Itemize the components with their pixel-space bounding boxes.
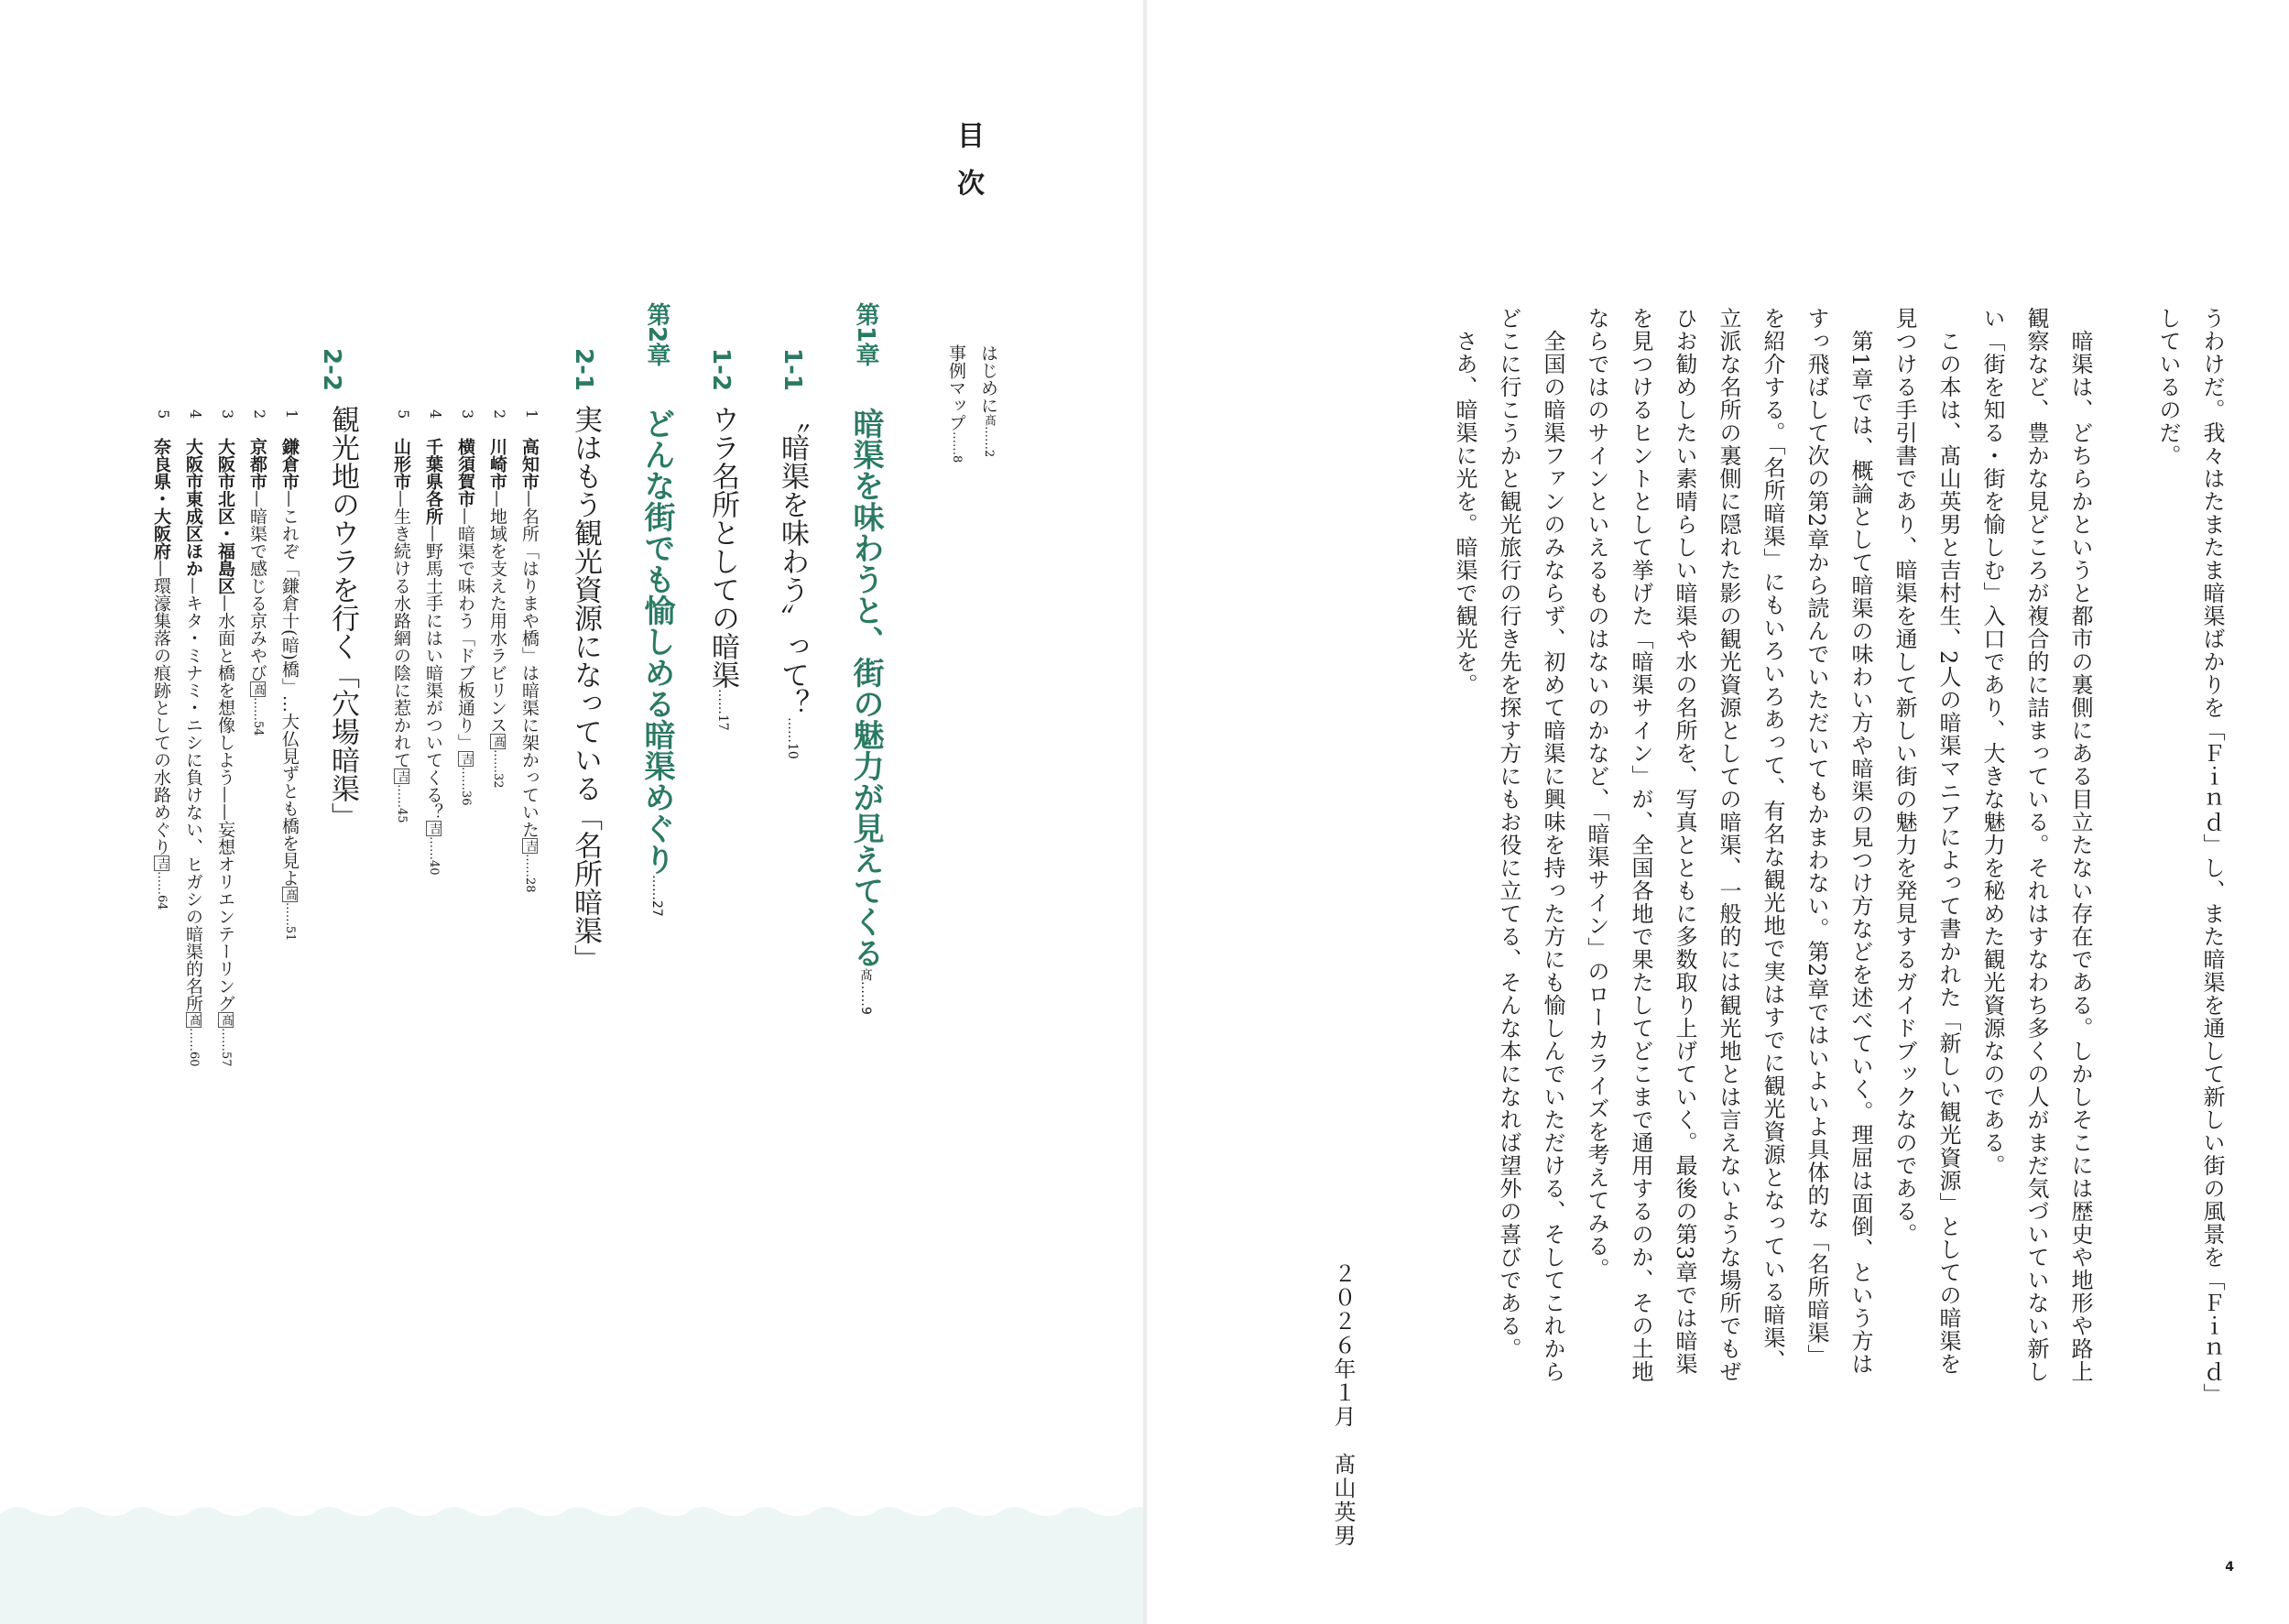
chapter-1-title[interactable] [847,408,884,1015]
entry-city: 千葉県各所 [423,438,443,525]
section-2-2-label: 2-2 [318,348,345,391]
entry-page: 64 [155,895,169,910]
section-title-text: ウラ名所としての暗渠 [706,405,739,689]
entry-number: 2 [251,409,268,420]
entry-page: 40 [427,860,441,876]
preface-line: 見つける手引書であり、暗渠を通して新しい街の魅力を発見するガイドブックなのである。 [1891,307,1917,1246]
entry-desc: —生き続ける水路網の陰に惹かれて [391,490,411,768]
toc-entry-kochi[interactable] [518,438,540,893]
entry-dots: …… [155,871,169,895]
toc-entry-osaka-higashinari[interactable] [182,438,204,1067]
entry-dots: …… [950,431,964,455]
water-wave-decoration [0,1491,1144,1624]
entry-author: 吉 [395,770,409,782]
entry-author: 髙 [283,888,297,900]
section-page: 10 [785,743,800,759]
entry-label: 事例マップ [946,344,966,431]
preface-line: どこに行こうかと観光旅行の行き先を探す方にもお役に立てる、そんな本になれば望外の喜びである。 [1496,307,1521,1360]
entry-page: 60 [187,1052,201,1067]
entry-number: 3 [459,409,476,420]
entry-author: 吉 [523,840,537,852]
chapter-1-label: 第1章 [852,302,879,367]
chapter-page: 9 [858,1007,873,1015]
entry-dots: …… [427,836,441,860]
entry-author: 髙 [251,683,265,695]
entry-page: 51 [283,925,297,942]
page-number: 4 [2225,1560,2234,1575]
chapter-page: 27 [649,900,664,917]
entry-dots: …… [251,697,265,721]
entry-desc: —キタ・ミナミ・ニシに負けない、ヒガシの暗渠的名所 [183,577,203,1012]
entry-page: 32 [491,773,505,789]
toc-entry-kawasaki[interactable] [486,438,508,789]
entry-dots: …… [982,426,996,450]
entry-dots: …… [187,1028,201,1052]
entry-author: 髙 [187,1014,201,1026]
entry-dots: …… [523,854,537,877]
entry-number: 4 [427,409,444,420]
chapter-dots: …… [858,981,873,1007]
entry-page: 8 [950,455,964,463]
entry-desc: —暗渠で感じる京みやび [247,490,267,681]
toc-entry-nara-osaka[interactable] [150,438,172,910]
preface-line: さあ、暗渠に光を。暗渠で観光を。 [1452,307,1477,696]
entry-author: 髙 [982,414,996,426]
chapter-2-label: 第2章 [643,302,670,367]
section-2-1-label: 2-1 [570,348,597,391]
preface-line: い「街を知る・街を愉しむ」入口であり、大きな魅力を秘めた観光資源なのである。 [1979,307,2005,1177]
entry-city: 大阪市東成区ほか [183,438,203,577]
preface-line: ならではのサインといえるものはないのかなど、「暗渠サイン」のローカライズを考えてみる。 [1584,307,1609,1281]
section-2-1-title[interactable]: 実はもう観光資源になっている「名所暗渠」 [569,405,602,973]
preface-line: 観察など、豊かな見どころが複合的に詰まっている。それはすなわち多くの人がまだ気づいていない新し [2023,307,2049,1383]
toc-entry-osaka-kita[interactable] [214,438,236,1067]
entry-page: 36 [459,790,473,806]
entry-city: 山形市 [391,438,411,490]
entry-desc: —環濠集落の痕跡としての水路めぐり [151,560,171,856]
preface-signature: ２０２６年１月 髙山英男 [1330,1262,1356,1548]
entry-page: 45 [395,808,409,823]
entry-label: はじめに [978,344,998,414]
entry-number: 4 [187,409,204,420]
preface-line [2102,307,2146,1406]
entry-page: 2 [982,450,996,458]
entry-number: 3 [219,409,236,420]
entry-number: 1 [523,409,540,420]
section-1-1-title[interactable] [775,405,810,759]
preface-line: を紹介する。「名所暗渠」にもいろいろあって、有名な観光地で実はすでに観光資源となっている暗渠、 [1760,307,1785,1372]
section-page: 17 [715,714,730,731]
preface-line: うわけだ。我々はたまたま暗渠ばかりを「Ｆｉｎｄ」し、また暗渠を通して新しい街の風景を「Ｆｉｎｄ」 [2199,307,2225,1406]
preface-line: この本は、髙山英男と吉村生、2人の暗渠マニアによって書かれた「新しい観光資源」としての暗渠を [1935,307,1961,1376]
entry-city: 京都市 [247,438,267,490]
section-2-2-title[interactable]: 観光地のウラを行く「穴場暗渠」 [326,405,359,831]
preface-line: 暗渠は、どちらかというと都市の裏側にある目立たない存在である。しかしそこには歴史や地形や路上 [2067,307,2093,1383]
entry-desc: —地域を支えた用水ラビリンス [487,490,507,734]
entry-dots: …… [459,767,473,790]
entry-author: 髙 [491,736,505,747]
entry-city: 川崎市 [487,438,507,490]
toc-page [0,0,1144,1624]
chapter-title-text: 暗渠を味わうと、街の魅力が見えてくる [847,408,884,968]
section-title-text: 〝暗渠を味わう〟って？ [776,405,809,717]
entry-city: 高知市 [519,438,540,490]
entry-author: 髙 [219,1014,233,1026]
entry-city: 横須賀市 [455,438,475,507]
toc-entry-chiba[interactable] [422,438,444,876]
preface-line: を見つけるヒントとして挙げた「暗渠サイン」が、全国各地で果たしてどこまで通用するのか、その土地 [1628,307,1653,1383]
entry-desc: —暗渠で味わう「ドブ板通り」 [455,507,475,751]
section-dots: …… [785,717,800,743]
entry-page: 54 [251,721,265,736]
chapter-dots: …… [649,875,664,900]
entry-city: 大阪市北区・福島区 [215,438,235,594]
section-dots: …… [715,689,730,714]
preface-line: 立派な名所の裏側に隠れた影の観光資源としての暗渠、一般的には観光地とは言えないような場所でもぜ [1716,307,1741,1383]
preface-line: 第1章では、概論として暗渠の味わい方や暗渠の見つけ方などを述べていく。理屈は面倒、という方は [1848,307,1873,1376]
toc-title: 目次 [952,121,984,216]
entry-dots: …… [491,749,505,773]
entry-number: 5 [395,409,412,420]
entry-city: 鎌倉市 [279,438,300,490]
entry-desc: —これぞ「鎌倉十(暗)橋」…大仏見ずとも橋を見よ [279,490,300,887]
toc-entry-kamakura[interactable] [278,438,300,941]
entry-number: 2 [491,409,508,420]
entry-desc: —水面と橋を想像しよう——妄想オリエンテーリング [215,594,235,1012]
entry-dots: …… [395,784,409,808]
entry-desc: —名所「はりまや橋」は暗渠に架かっていた [519,490,540,838]
entry-number: 1 [283,409,300,420]
chapter-author: 髙 [858,968,873,981]
entry-desc: —野馬土手にはい暗渠がついてくる？ [423,525,443,821]
preface-line: ひお勧めしたい素晴らしい暗渠や水の名所を、写真とともに多数取り上げていく。最後の第3章では暗渠 [1672,307,1697,1376]
entry-page: 57 [219,1052,233,1067]
section-1-2-title[interactable] [705,405,740,731]
toc-entry-yamagata[interactable] [390,438,412,823]
section-1-2-label: 1-2 [707,348,735,391]
entry-author: 吉 [427,823,441,834]
preface-page [1147,0,2289,1624]
chapter-2-title[interactable] [638,408,675,917]
toc-entry-case-map[interactable] [945,344,967,463]
section-1-1-label: 1-1 [779,348,806,391]
toc-entry-yokosuka[interactable] [454,438,476,806]
preface-body [1443,307,2234,1406]
entry-author: 吉 [155,857,169,869]
toc-entry-kyoto[interactable] [246,438,268,736]
entry-number: 5 [155,409,172,420]
toc-entry-hajimeni[interactable] [977,344,999,457]
preface-line: 全国の暗渠ファンのみならず、初めて暗渠に興味を持った方にも愉しんでいただける、そしてこれから [1540,307,1565,1383]
entry-author: 吉 [459,753,473,765]
entry-dots: …… [219,1028,233,1052]
preface-line: しているのだ。 [2155,307,2181,467]
entry-page: 28 [523,877,537,893]
entry-dots: …… [283,901,297,926]
chapter-title-text: どんな街でも愉しめる暗渠めぐり [638,408,675,875]
entry-city: 奈良県・大阪府 [151,438,171,560]
preface-line: すっ飛ばして次の第2章から読んでいただいてもかまわない。第2章ではいよいよ具体的な「名所暗渠」 [1804,307,1829,1368]
